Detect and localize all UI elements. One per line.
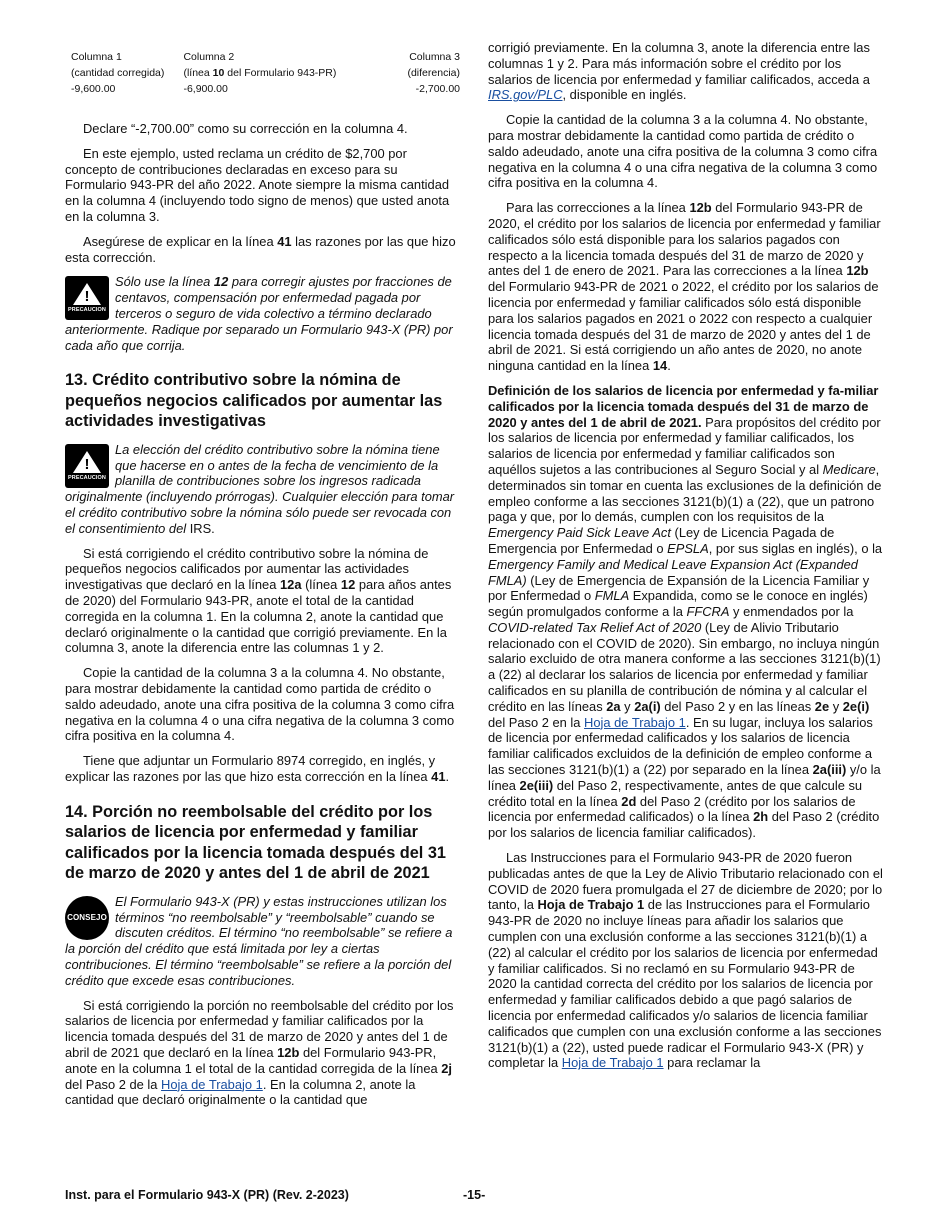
paragraph: Declare “-2,700.00” como su corrección en la columna 4. <box>83 121 408 136</box>
table-cell: (diferencia) <box>407 67 460 79</box>
worksheet-1-link[interactable]: Hoja de Trabajo 1 <box>161 1076 263 1092</box>
paragraph: Si está corrigiendo la porción no reembolsable del crédito por los salarios de licencia por enfermedad y familiar calificados por la licencia tomada después del 31 de marzo de 2020 y antes del 1 de abril de 2021 que declaró en la línea 12b del Formulario 943-PR, anote en la columna 1 el total de la cantidad corregida de la línea 2j del Paso 2 de la Hoja de Trabajo 1. En la columna 2, anote la cantidad que declaró originalmente o la cantidad que <box>65 997 454 1108</box>
page-number: -15- <box>463 1188 486 1202</box>
paragraph: Para las correcciones a la línea 12b del Formulario 943-PR de 2020, el crédito por los salarios de licencia por enfermedad y familiar calificados sólo está disponible para los salarios pagados con respecto a la licencia tomada después del 31 de marzo de 2020 y antes del 1 de enero de 2021. Para las correcciones a la línea 12b del Formulario 943-PR de 2021 o 2022, el crédito por los salarios de licencia por enfermedad y familiar calificados sólo está disponible para los salarios pagados en 2021 o 2022 con respecto a cualquier licencia tomada después del 31 de marzo de 2020 y antes del 1 de abril de 2021. Si está corrigiendo un año antes de 2020, no anote ninguna cantidad en la línea 14. <box>488 200 881 374</box>
irs-plc-link[interactable]: IRS.gov/PLC <box>488 87 563 103</box>
example-table <box>71 49 460 97</box>
table-cell: -2,700.00 <box>415 83 460 95</box>
caution-callout <box>65 442 460 537</box>
table-cell: Columna 3 <box>409 51 460 63</box>
table-cell: -6,900.00 <box>183 83 228 95</box>
section-heading-14: 14. Porción no reembolsable del crédito por los salarios de licencia por enfermedad y familiar calificados por la licencia tomada después del 31 de marzo de 2020 y antes del 1 de abril de 2021 <box>65 802 446 883</box>
table-column-2 <box>183 49 336 97</box>
left-column <box>65 40 460 1117</box>
table-column-1 <box>71 49 164 97</box>
worksheet-1-link[interactable]: Hoja de Trabajo 1 <box>561 1055 664 1071</box>
caution-text: Sólo use la línea 12 para corregir ajustes por fracciones de centavos, compensación por enfermedad pagada por terceros o seguro de vida colectivo a término declarado anteriormente. Radique por separado un Formulario 943-X (PR) por cada año que corrija. <box>65 274 453 353</box>
paragraph: Tiene que adjuntar un Formulario 8974 corregido, en inglés, y explicar las razones por las que hizo esta corrección en la línea 41. <box>65 753 450 784</box>
caution-callout <box>65 274 460 353</box>
footer-title: Inst. para el Formulario 943-X (PR) (Rev. 2-2023) <box>65 1188 349 1202</box>
caution-icon: ! PRECAUCION <box>65 444 109 488</box>
table-cell: (cantidad corregida) <box>71 67 165 79</box>
page-footer <box>65 1188 885 1206</box>
tip-icon: CONSEJO <box>65 896 109 940</box>
caution-icon: ! PRECAUCION <box>65 276 109 320</box>
table-cell: -9,600.00 <box>71 83 116 95</box>
table-cell: (línea 10 del Formulario 943-PR) <box>183 67 337 79</box>
paragraph: Asegúrese de explicar en la línea 41 las razones por las que hizo esta corrección. <box>65 233 456 265</box>
paragraph: Las Instrucciones para el Formulario 943-PR de 2020 fueron publicadas antes de que la Ley de Alivio Tributario relacionado con el COVID de 2020 fuera promulgada el 27 de diciembre de 2020; por lo tanto, la Hoja de Trabajo 1 de las Instrucciones para el Formulario 943-PR de 2020 no incluye líneas para añadir los salarios que cumplen con una exclusión conforme a las secciones 3121(b)(1) a (22) al calcular el crédito por los salarios de licencia por enfermedad y familiar calificados. Si no reclamó en su Formulario 943-PR de 2020 la cantidad correcta del crédito por los salarios de licencia por enfermedad y familiar calificados debido a que pagó salarios de licencia por enfermedad calificados y/o salarios de licencia familiar calificados que cumplen con una exclusión conforme a las secciones 3121(b)(1) a (22), usted puede radicar el Formulario 943-X (PR) y completar la Hoja de Trabajo 1 para reclamar la <box>488 850 883 1071</box>
paragraph: Copie la cantidad de la columna 3 a la columna 4. No obstante, para mostrar debidamente la cantidad como partida de crédito o saldo adeudado, anote una cifra positiva de la columna 3 como cifra negativa en la columna 4 o una cifra negativa de la columna 3 como cifra positiva en la columna 4. <box>65 665 455 744</box>
worksheet-1-link[interactable]: Hoja de Trabajo 1 <box>584 714 686 730</box>
definition-paragraph: Definición de los salarios de licencia por enfermedad y fa-miliar calificados por la licencia tomada después del 31 de marzo de 2020 y antes del 1 de abril de 2021. Para propósitos del crédito por los salarios de licencia por enfermedad y familiar calificados, los salarios de licencia por enfermedad y familiar calificados son aquéllos sujetos a las contribuciones al Seguro Social y al Medicare, determinados sin tomar en cuenta las exclusiones de la definición de empleo conforme a las secciones 3121(b)(1) a (22), que un patrono paga y que, por lo demás, cumplen con los requisitos de la Emergency Paid Sick Leave Act (Ley de Licencia Pagada de Emergencia por Enfermedad o EPSLA, por sus siglas en inglés), o la Emergency Family and Medical Leave Expansion Act (Expanded FMLA) (Ley de Emergencia de Expansión de la Licencia Familiar y por Enfermedad o FMLA Expandida, como se le conoce en inglés) según promulgados conforme a la FFCRA y enmendados por la COVID-related Tax Relief Act of 2020 (Ley de Alivio Tributario relacionado con el COVID de 2020). Sin embargo, no incluya ningún salario excluido de otra manera conforme a las secciones 3121(b)(1) a (22) al declarar los salarios de licencia por enfermedad y familiar calificados en su planilla de contribución de nómina y al calcular el crédito en las líneas 2a y 2a(i) del Paso 2 y en las líneas 2e y 2e(i) del Paso 2 en la Hoja de Trabajo 1. En su lugar, incluya los salarios de licencia por enfermedad calificados y los salarios de licencia familiar calificados excluidos de la definición de empleo conforme a las secciones 3121(b)(1) a (22) por separado en la línea 2a(iii) y/o la línea 2e(iii) del Paso 2, respectivamente, antes de que calcule su crédito total en la línea 2d del Paso 2 (crédito por los salarios de licencia por enfermedad calificados) o la línea 2h del Paso 2 (crédito por los salarios de licencia familiar calificados). <box>488 382 883 841</box>
caution-text: La elección del crédito contributivo sobre la nómina tiene que hacerse en o antes de la fecha de vencimiento de la planilla de contribuciones sobre los ingresos radicada originalmente (incluyendo prórrogas). Cualquier elección para tomar el crédito contributivo sobre la nómina sólo puede ser revocada con el consentimiento del IRS. <box>65 441 455 536</box>
table-column-3 <box>407 49 460 97</box>
paragraph: corrigió previamente. En la columna 3, anote la diferencia entre las columnas 1 y 2. Para más información sobre el crédito por los salarios de licencia por enfermedad y familiar calificados, acceda a IRS.gov/PLC, disponible en inglés. <box>488 40 870 103</box>
table-cell: Columna 1 <box>71 51 122 63</box>
paragraph: Si está corrigiendo el crédito contributivo sobre la nómina de pequeños negocios calificados por aumentar las actividades investigativas que declaró en la línea 12a (línea 12 para años antes de 2020) del Formulario 943-PR, anote el total de la cantidad corregida en la columna 1. En la columna 2, anote la cantidad que declaró originalmente o la cantidad que corrigió previamente. En la columna 3, anote la diferencia entre las columnas 1 y 2. <box>65 545 452 656</box>
section-heading-13: 13. Crédito contributivo sobre la nómina de pequeños negocios calificados por aumentar las actividades investigativas <box>65 371 443 431</box>
right-column <box>488 40 883 1080</box>
table-cell: Columna 2 <box>183 51 235 63</box>
paragraph: En este ejemplo, usted reclama un crédito de $2,700 por concepto de contribuciones declaradas en exceso para su Formulario 943-PR del año 2022. Anote siempre la misma cantidad en la columna 4 (incluyendo todo signo de menos) que usted anota en la columna 3. <box>65 145 450 224</box>
paragraph: Copie la cantidad de la columna 3 a la columna 4. No obstante, para mostrar debidamente la cantidad como partida de crédito o saldo adeudado, anote una cifra positiva de la columna 3 como cifra negativa en la columna 4 o una cifra negativa de la columna 3 como cifra positiva en la columna 4. <box>488 112 878 191</box>
tip-callout <box>65 894 460 989</box>
tip-text: El Formulario 943-X (PR) y estas instrucciones utilizan los términos “no reembolsable” y “reembolsable” cuando se discuten créditos. El término “no reembolsable” se refiere a la porción del crédito que está limitada por ley a ciertas contribuciones. El término “reembolsable” se refiere a la porción del crédito que excede esas contribuciones. <box>65 893 453 988</box>
